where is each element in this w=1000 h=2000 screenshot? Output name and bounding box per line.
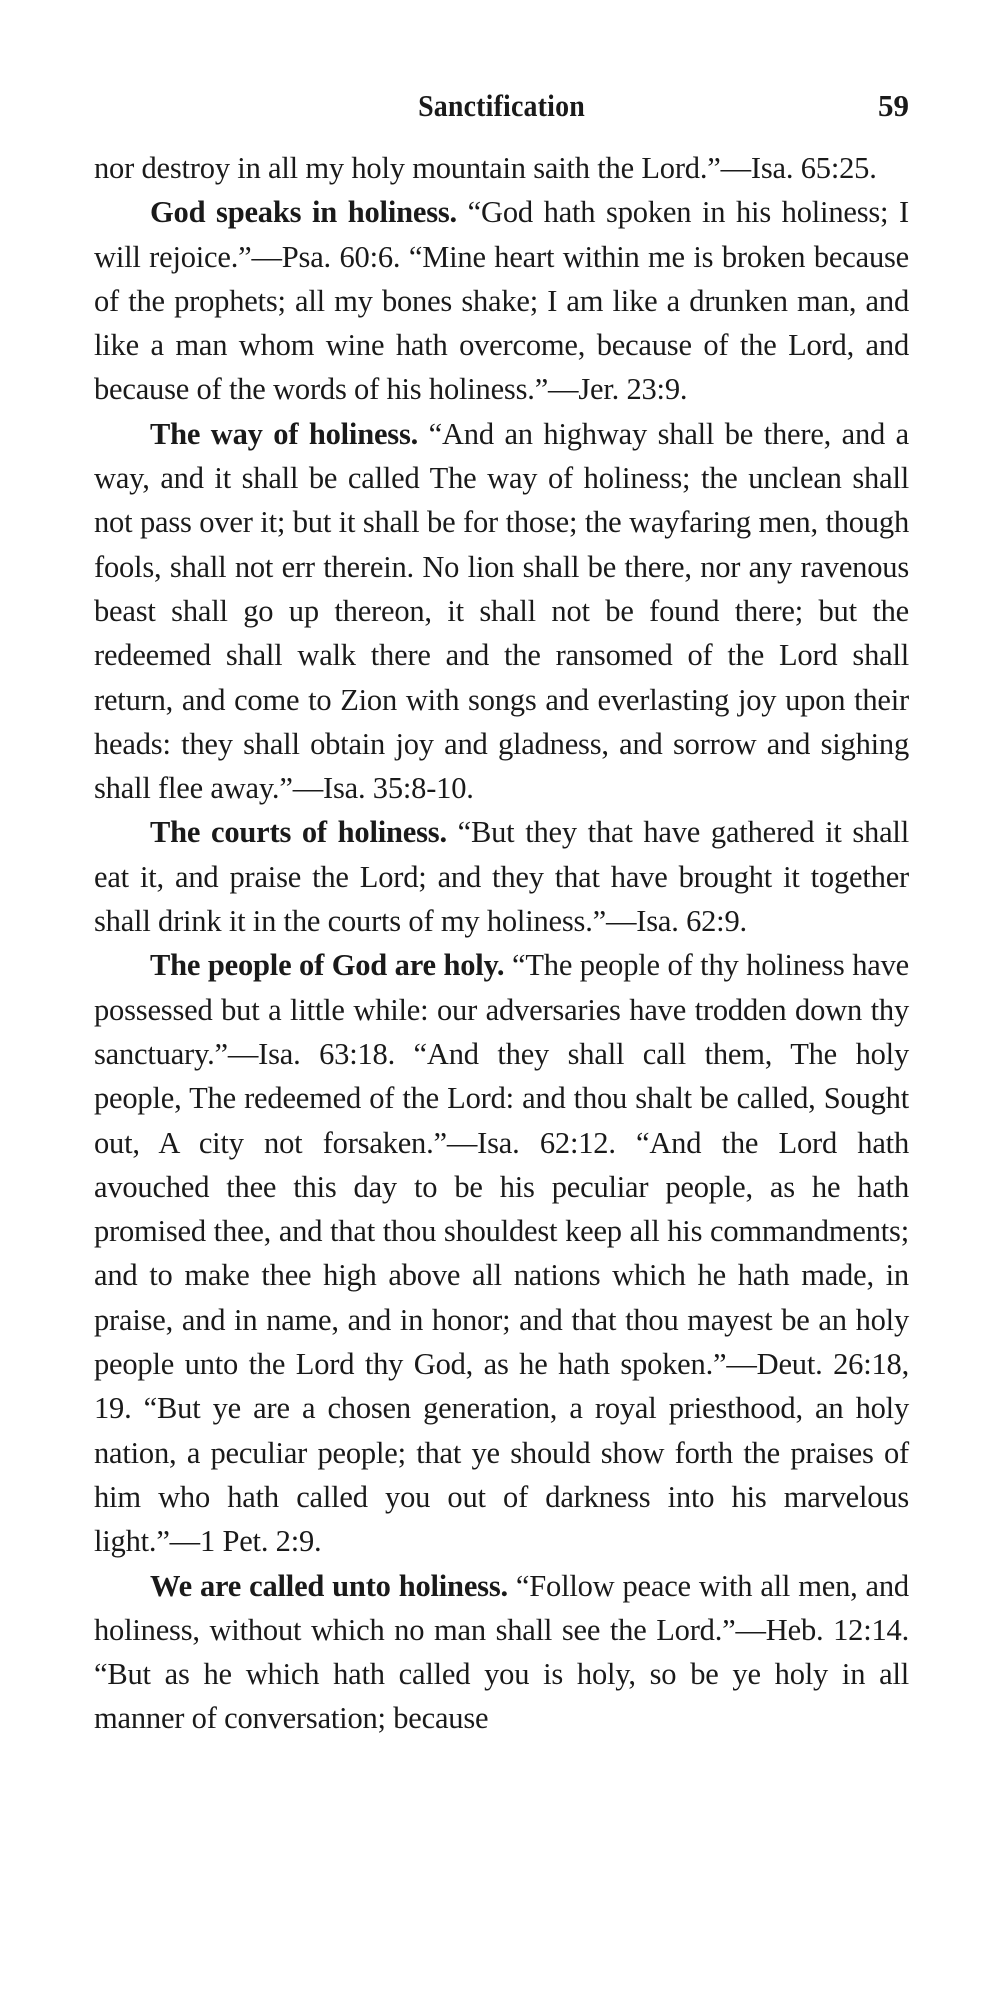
paragraph-text: nor destroy in all my holy mountain saith the Lord.”—Isa. 65:25. — [94, 151, 877, 185]
paragraph-heading: The courts of holiness. — [150, 815, 447, 850]
paragraph-way-of-holiness — [94, 412, 909, 811]
paragraph-courts-of-holiness — [94, 810, 909, 943]
paragraph-heading: God speaks in holiness. — [150, 195, 457, 230]
paragraph-continuation — [94, 146, 909, 190]
paragraph-god-speaks-in-holiness — [94, 190, 909, 411]
paragraph-people-of-god-are-holy — [94, 943, 909, 1563]
paragraph-text: “God hath spoken in his holiness; I will rejoice.”—Psa. 60:6. “Mine heart within me is broken because of the prophets; all my bones shake; I am like a drunken man, and like a man whom wine hath overcome, because of the Lord, and because of the words of his holiness.”—Jer. 23:9. — [94, 195, 909, 407]
book-page — [94, 88, 909, 1741]
paragraph-text: “And an highway shall be there, and a way, and it shall be called The way of holiness; the unclean shall not pass over it; but it shall be for those; the wayfaring men, though fools, shall not err therein. No lion shall be there, nor any ravenous beast shall go up thereon, it shall not be found there; but the redeemed shall walk there and the ransomed of the Lord shall return, and come to Zion with songs and everlasting joy upon their heads: they shall obtain joy and gladness, and sorrow and sighing shall flee away.”—Isa. 35:8-10. — [94, 416, 909, 806]
paragraph-text: “But they that have gathered it shall eat it, and praise the Lord; and they that have brought it together shall drink it in the courts of my holiness.”—Isa. 62:9. — [94, 815, 909, 939]
paragraph-called-unto-holiness — [94, 1564, 909, 1741]
paragraph-heading: The way of holiness. — [150, 416, 419, 451]
body-text — [94, 146, 909, 1741]
page-number: 59 — [878, 88, 909, 123]
paragraph-heading: We are called unto holiness. — [150, 1568, 508, 1603]
paragraph-text: “The people of thy holiness have possessed but a little while: our adversaries have trodden down thy sanctuary.”—Isa. 63:18. “And they shall call them, The holy people, The redeemed of the Lord: and thou shalt be called, Sought out, A city not forsaken.”—Isa. 62:12. “And the Lord hath avouched thee this day to be his peculiar people, as he hath promised thee, and that thou shouldest keep all his commandments; and to make thee high above all nations which he hath made, in praise, and in name, and in honor; and that thou mayest be an holy people unto the Lord thy God, as he hath spoken.”—Deut. 26:18, 19. “But ye are a chosen generation, a royal priesthood, an holy nation, a peculiar people; that ye should show forth the praises of him who hath called you out of darkness into his marvelous light.”—1 Pet. 2:9. — [94, 948, 909, 1559]
paragraph-text: “Follow peace with all men, and holiness, without which no man shall see the Lord.”—Heb. 12:14. “But as he which hath called you is holy, so be ye holy in all manner of conversation; because — [94, 1568, 909, 1736]
chapter-title: Sanctification — [418, 88, 585, 123]
paragraph-heading: The people of God are holy. — [150, 948, 505, 983]
running-head — [94, 88, 909, 140]
